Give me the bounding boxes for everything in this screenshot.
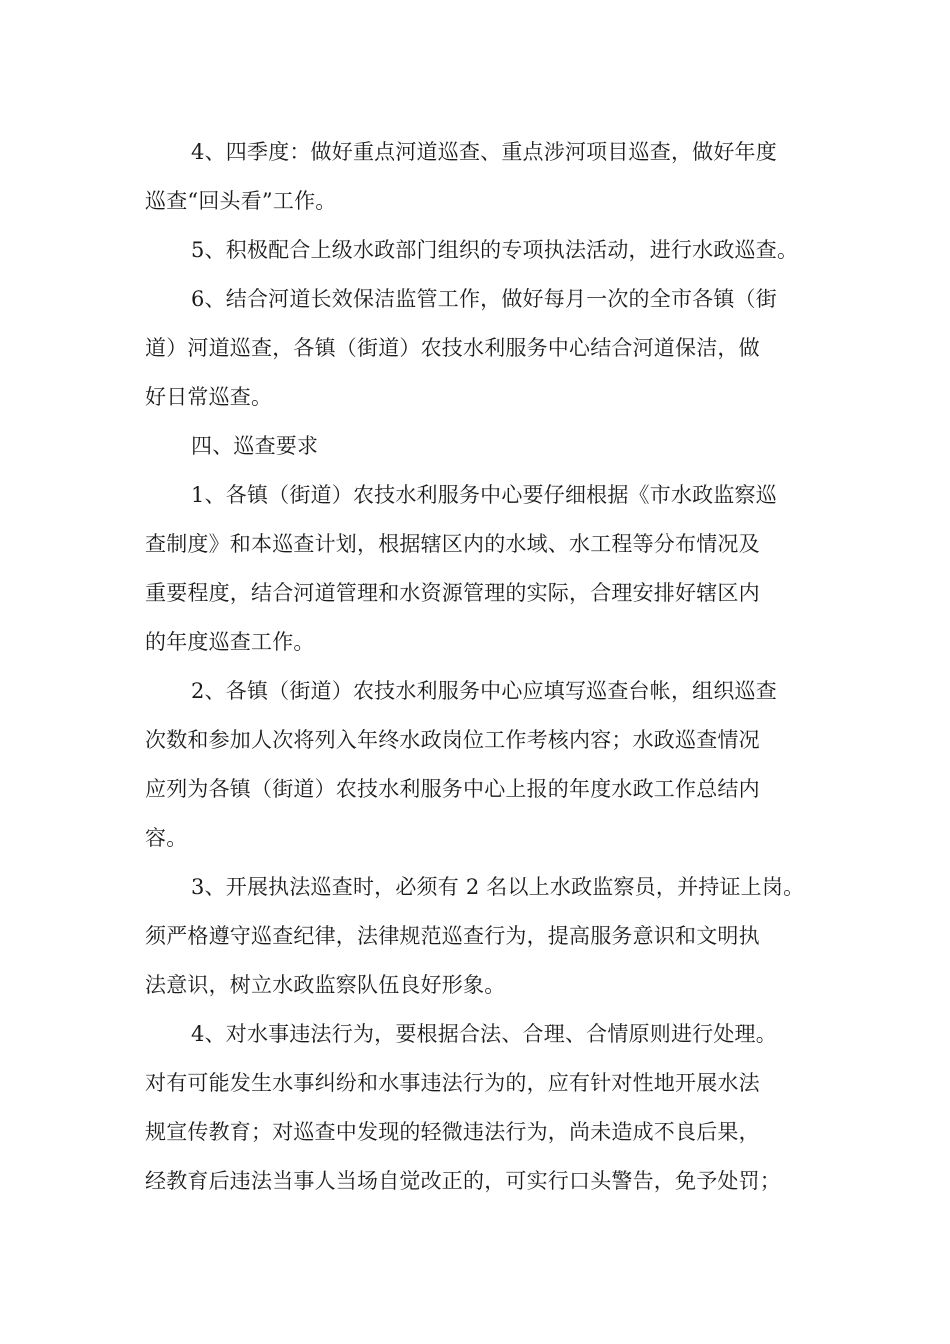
text-line: 查制度》和本巡查计划，根据辖区内的水域、水工程等分布情况及: [145, 532, 760, 556]
paragraph-special-enforcement: [145, 226, 825, 275]
text-line: 的年度巡查工作。: [145, 630, 315, 654]
text-line: 须严格遵守巡查纪律，法律规范巡查行为，提高服务意识和文明执: [145, 924, 760, 948]
text-line: 3、开展执法巡查时，必须有 2 名以上水政监察员，并持证上岗。: [191, 875, 805, 899]
text-line: 经教育后违法当事人当场自觉改正的，可实行口头警告，免予处罚；: [145, 1169, 781, 1193]
text-line: 应列为各镇（街道）农技水利服务中心上报的年度水政工作总结内: [145, 777, 760, 801]
document-body: [145, 128, 825, 1206]
paragraph-q4-patrol: [145, 128, 825, 226]
paragraph-requirement-4: [145, 1010, 825, 1206]
text-line: 法意识，树立水政监察队伍良好形象。: [145, 973, 506, 997]
paragraph-monthly-inspection: [145, 275, 825, 422]
section-heading: 四、巡查要求: [191, 434, 319, 458]
paragraph-requirement-1: [145, 471, 825, 667]
text-line: 道）河道巡查，各镇（街道）农技水利服务中心结合河道保洁，做: [145, 336, 760, 360]
text-line: 6、结合河道长效保洁监管工作，做好每月一次的全市各镇（街: [191, 287, 777, 311]
text-line: 巡查“回头看”工作。: [145, 189, 337, 213]
text-line: 4、对水事违法行为，要根据合法、合理、合情原则进行处理。: [191, 1022, 777, 1046]
text-line: 2、各镇（街道）农技水利服务中心应填写巡查台帐，组织巡查: [191, 679, 777, 703]
text-line: 好日常巡查。: [145, 385, 273, 409]
text-line: 对有可能发生水事纠纷和水事违法行为的，应有针对性地开展水法: [145, 1071, 760, 1095]
paragraph-requirement-3: [145, 863, 825, 1010]
text-line: 容。: [145, 826, 188, 850]
text-line: 规宣传教育；对巡查中发现的轻微违法行为，尚未造成不良后果，: [145, 1120, 760, 1144]
paragraph-requirement-2: [145, 667, 825, 863]
text-line: 重要程度，结合河道管理和水资源管理的实际，合理安排好辖区内: [145, 581, 760, 605]
text-line: 次数和参加人次将列入年终水政岗位工作考核内容；水政巡查情况: [145, 728, 760, 752]
text-line: 4、四季度：做好重点河道巡查、重点涉河项目巡查，做好年度: [191, 140, 777, 164]
text-line: 5、积极配合上级水政部门组织的专项执法活动，进行水政巡查。: [191, 238, 799, 262]
text-line: 1、各镇（街道）农技水利服务中心要仔细根据《市水政监察巡: [191, 483, 777, 507]
